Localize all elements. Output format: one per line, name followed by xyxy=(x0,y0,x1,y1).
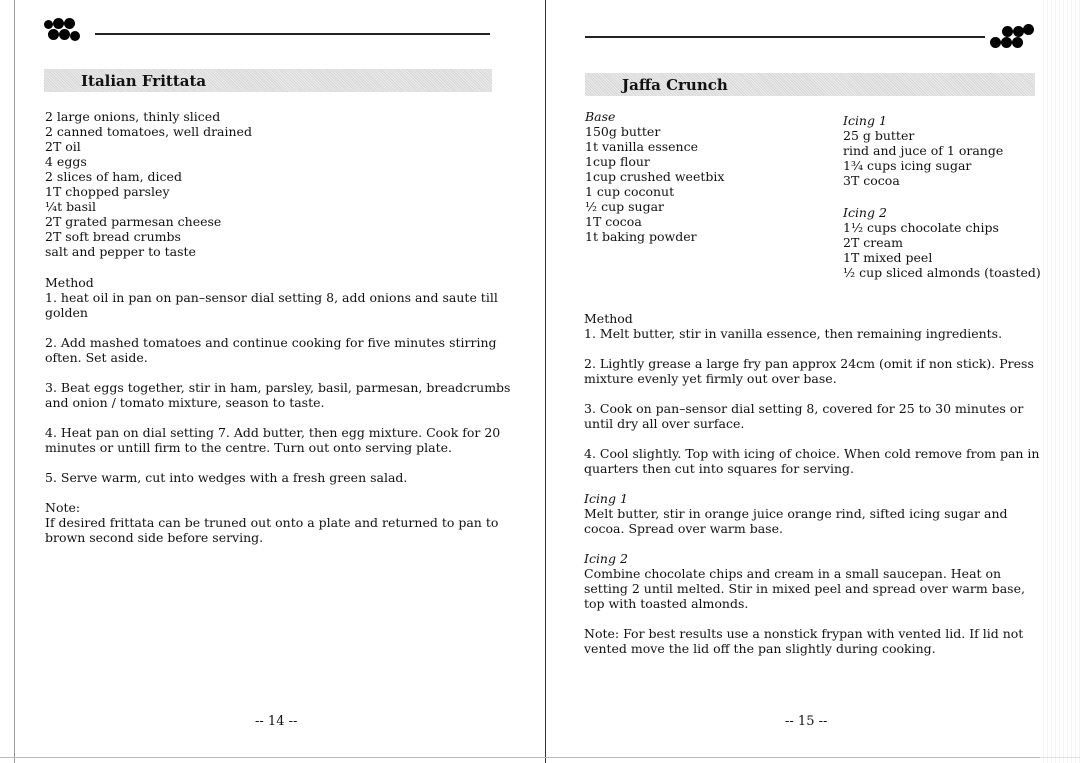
method-step: 3. Cook on pan–sensor dial setting 8, covered for 25 to 30 minutes or until dry all over surface. xyxy=(584,401,1024,431)
note-text: Note: For best results use a nonstick frypan with vented lid. If lid not vented move the lid off the pan slightly during cooking. xyxy=(584,626,1024,656)
ingredient: rind and juce of 1 orange xyxy=(843,143,1004,158)
ingredient: 2T soft bread crumbs xyxy=(45,229,181,244)
ingredient: 2T oil xyxy=(45,139,81,154)
base-ingredients xyxy=(585,109,724,244)
ingredient: 25 g butter xyxy=(843,128,915,143)
ingredient: ½ cup sliced almonds (toasted) xyxy=(843,265,1041,280)
method-step: 3. Beat eggs together, stir in ham, parsley, basil, parmesan, breadcrumbs and onion / tomato mixture, season to taste. xyxy=(45,380,511,410)
ingredient: 1½ cups chocolate chips xyxy=(843,220,999,235)
ingredient: 1cup flour xyxy=(585,154,650,169)
title-band xyxy=(585,73,1035,96)
ingredient: 1¾ cups icing sugar xyxy=(843,158,972,173)
ingredient: 2 large onions, thinly sliced xyxy=(45,109,221,124)
title-band xyxy=(44,69,492,92)
page-number: -- 15 -- xyxy=(785,714,828,729)
ingredient: 1T mixed peel xyxy=(843,250,933,265)
icing2-ingredients xyxy=(843,205,1041,280)
ingredient: 1T cocoa xyxy=(585,214,642,229)
ingredient: 1 cup coconut xyxy=(585,184,675,199)
page-number: -- 14 -- xyxy=(255,714,298,729)
ingredient-list xyxy=(45,109,252,259)
method-label: Method xyxy=(584,311,633,326)
method-step: 4. Heat pan on dial setting 7. Add butter, then egg mixture. Cook for 20 minutes or untill firm to the centre. Turn out onto serving plate. xyxy=(45,425,501,455)
center-fold xyxy=(545,0,546,763)
method-step: 5. Serve warm, cut into wedges with a fresh green salad. xyxy=(45,470,408,485)
ingredient: 1t vanilla essence xyxy=(585,139,699,154)
ingredient: 1cup crushed weetbix xyxy=(585,169,725,184)
icing2-method: Combine chocolate chips and cream in a small saucepan. Heat on setting 2 until melted. Stir in mixed peel and spread over warm base, top with toasted almonds. xyxy=(584,566,1025,611)
note-label: Note: xyxy=(45,500,81,515)
icing1-method: Melt butter, stir in orange juice orange rind, sifted icing sugar and cocoa. Spread over warm base. xyxy=(584,506,1008,536)
icing2-label: Icing 2 xyxy=(843,205,887,220)
icing2-method-label: Icing 2 xyxy=(584,551,628,566)
note-text: If desired frittata can be truned out onto a plate and returned to pan to brown second side before serving. xyxy=(45,515,499,545)
bottom-edge xyxy=(0,757,1080,758)
scan-noise xyxy=(1040,0,1080,763)
ingredient: 2 canned tomatoes, well drained xyxy=(45,124,252,139)
base-label: Base xyxy=(585,109,616,124)
ingredient: 2T grated parmesan cheese xyxy=(45,214,222,229)
ingredient: 3T cocoa xyxy=(843,173,900,188)
method-step: 1. heat oil in pan on pan–sensor dial setting 8, add onions and saute till golden xyxy=(45,290,498,320)
method-section xyxy=(45,275,515,545)
dots-logo-icon xyxy=(44,18,90,46)
icing1-method-label: Icing 1 xyxy=(584,491,628,506)
ingredient: salt and pepper to taste xyxy=(45,244,196,259)
icing1-ingredients xyxy=(843,113,1003,188)
ingredient: 150g butter xyxy=(585,124,661,139)
method-label: Method xyxy=(45,275,94,290)
dots-logo-icon xyxy=(990,24,1036,50)
ingredient: 1T chopped parsley xyxy=(45,184,170,199)
left-page-edge xyxy=(14,0,15,763)
ingredient: 1t baking powder xyxy=(585,229,697,244)
ingredient: 2 slices of ham, diced xyxy=(45,169,182,184)
ingredient: 4 eggs xyxy=(45,154,87,169)
icing1-label: Icing 1 xyxy=(843,113,887,128)
ingredient: ¼t basil xyxy=(45,199,96,214)
method-section xyxy=(584,311,1046,656)
method-step: 4. Cool slightly. Top with icing of choice. When cold remove from pan in quarters then cut into squares for serving. xyxy=(584,446,1040,476)
method-step: 2. Add mashed tomatoes and continue cooking for five minutes stirring often. Set aside. xyxy=(45,335,497,365)
method-step: 2. Lightly grease a large fry pan approx 24cm (omit if non stick). Press mixture evenly yet firmly out over base. xyxy=(584,356,1034,386)
header-rule xyxy=(585,36,985,38)
header-rule xyxy=(95,33,490,35)
ingredient: 2T cream xyxy=(843,235,903,250)
ingredient: ½ cup sugar xyxy=(585,199,665,214)
recipe-title: Jaffa Crunch xyxy=(622,76,728,94)
method-step: 1. Melt butter, stir in vanilla essence, then remaining ingredients. xyxy=(584,326,1003,341)
recipe-title: Italian Frittata xyxy=(81,72,207,90)
